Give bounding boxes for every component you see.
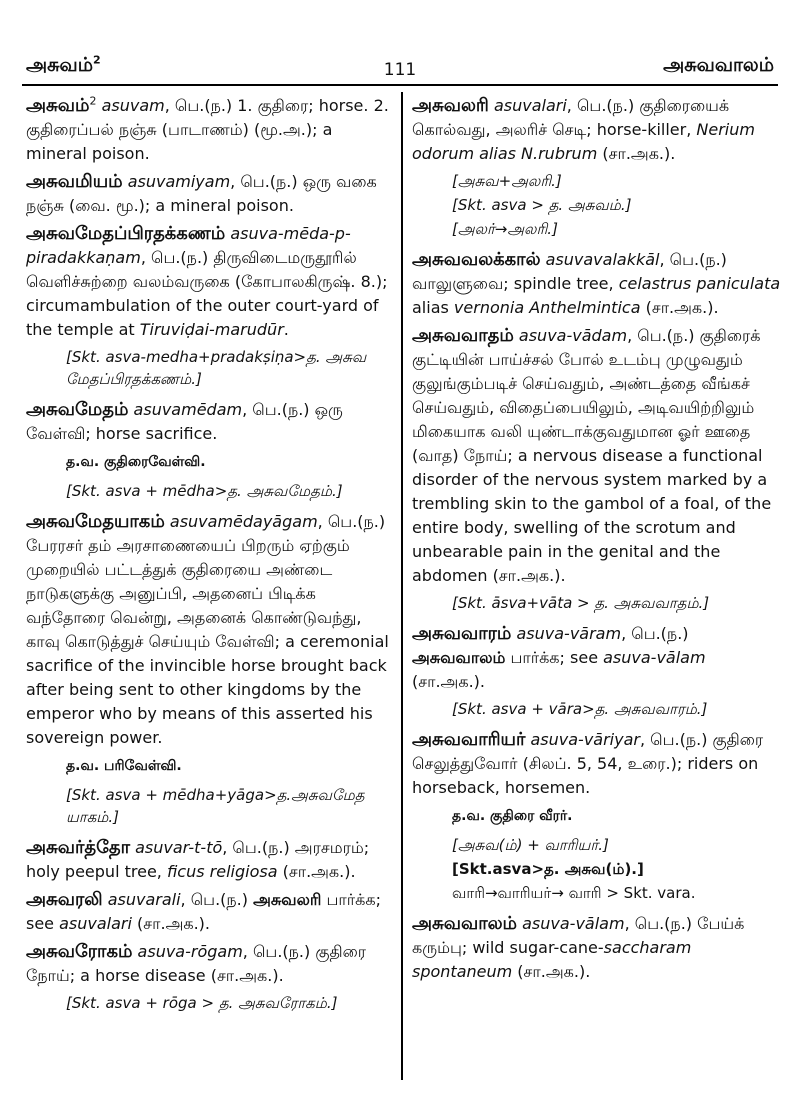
headword: அசுவமேதம்: [26, 399, 129, 420]
headword: அசுவமேதயாகம்: [26, 511, 165, 532]
headword: அசுவவாரம்: [412, 623, 512, 644]
etymology: [Skt. asva-medha+pradakṣiṇa>த. அசுவ மேதப்பிரதக்கணம்.]: [66, 348, 367, 388]
etymology: [Skt. āsva+vāta > த. அசுவவாதம்.]: [452, 594, 710, 612]
etymology: வாரி→வாரியர்→ வாரி > Skt. vara.: [452, 884, 696, 902]
left-column: [26, 90, 392, 1100]
headword: அசுவமேதப்பிரதக்கணம்: [26, 223, 226, 244]
etymology: [Skt. asva + vāra>த. அசுவவாரம்.]: [452, 700, 708, 718]
cross-reference: அசுவவாலம்: [412, 648, 506, 667]
headword: அசுவம்: [26, 95, 90, 116]
tamil-equivalent: த.வ. குதிரைவேள்வி.: [66, 454, 206, 470]
page-number: 111: [383, 60, 417, 80]
entry-asuvavaram: அசுவவாரம் asuva-vāram, பெ.(ந.) அசுவவாலம் பார்க்க; see asuva-vālam (சா.அக.).: [412, 623, 706, 691]
etymology: [Skt. asva > த. அசுவம்.]: [452, 196, 632, 214]
entry-asuvavadam: அசுவவாதம் asuva-vādam, பெ.(ந.) குதிரைக் குட்டியின் பாய்ச்சல் போல் உடம்பு முழுவதும் குலுங்கும்படிச் செய்வதும், அண்டத்தை வீங்கச் செய்வதும், விதைப்பையிலும், அடிவயிற்றிலும் மிகையாக வலி யுண்டாக்குவதுமான ஓர் ஊதை (வாத) நோய்; a nervous disease a functional disorder of the nervous system marked by a trembling skin to the gambol of a foal, of the entire body, swelling of the scrotum and unbearable pain in the genital and the abdomen (சா.அக.).: [412, 325, 772, 585]
entry-asuvam: அசுவம்$^2$ asuvam, பெ.(ந.) 1. குதிரை; horse. 2. குதிரைப்பல் நஞ்சு (பாடாணம்) (மூ.அ.); a mineral poison.: [26, 94, 389, 163]
headword: அசுவரோகம்: [26, 941, 133, 962]
headword: அசுவமியம்: [26, 171, 123, 192]
column-divider: [401, 92, 403, 1080]
headword: அசுவவாதம்: [412, 325, 514, 346]
header-left-guideword: அசுவம்$^2$: [26, 53, 101, 76]
headword: அசுவவலக்கால்: [412, 249, 541, 270]
etymology: [Skt. asva + rōga > த. அசுவரோகம்.]: [66, 994, 338, 1012]
headword: அசுவலரி: [412, 95, 489, 116]
header-right-guideword: அசுவவாலம்: [663, 54, 774, 76]
tamil-equivalent: த.வ. பரிவேள்வி.: [66, 758, 182, 774]
etymology: [Skt. asva + mēdha>த. அசுவமேதம்.]: [66, 482, 343, 500]
entry-asuvamedam: அசுவமேதம் asuvamēdam, பெ.(ந.) ஒரு வேள்வி; horse sacrifice.: [26, 399, 343, 443]
right-column: [412, 90, 782, 1100]
etymology: [அசுவ(ம்) + வாரியர்.]: [452, 836, 609, 854]
etymology: [Skt.asva>த. அசுவ(ம்).]: [452, 860, 644, 878]
entry-asuvartto: அசுவர்த்தோ asuvar-t-tō, பெ.(ந.) அரசமரம்; holy peepul tree, ficus religiosa (சா.அக.).: [26, 837, 370, 881]
entry-asuvavalam: அசுவவாலம் asuva-vālam, பெ.(ந.) பேய்க் கரும்பு; wild sugar-cane-saccharam spontaneum (சா.அக.).: [412, 913, 745, 981]
entry-asuvarali: அசுவரலி asuvarali, பெ.(ந.) அசுவலரி பார்க்க; see asuvalari (சா.அக.).: [26, 889, 381, 933]
cross-reference: அசுவலரி: [253, 890, 322, 909]
entry-asuvamedayagam: அசுவமேதயாகம் asuvamēdayāgam, பெ.(ந.) பேரரசர் தம் அரசாணையைப் பிறரும் ஏற்கும் முறையில் பட்டத்துக் குதிரையை அண்டை நாடுகளுக்கு அனுப்பி, அதனைப் பிடிக்க வந்தோரை வென்று, அதனைக் கொண்டுவந்து, காவு கொடுத்துச் செய்யும் வேள்வி; a ceremonial sacrifice of the invincible horse brought back after being sent to other kingdoms by the emperor who by means of this asserted his sovereign power.: [26, 511, 389, 747]
page-header: [22, 46, 778, 86]
entry-asuvalari: அசுவலரி asuvalari, பெ.(ந.) குதிரையைக் கொல்வது, அலரிச் செடி; horse-killer, Nerium odorum alias N.rubrum (சா.அக.).: [412, 95, 755, 163]
headword: அசுவவாரியர்: [412, 729, 526, 750]
tamil-equivalent: த.வ. குதிரை வீரர்.: [452, 808, 573, 824]
headword: அசுவவாலம்: [412, 913, 518, 934]
entry-asuvavariyar: அசுவவாரியர் asuva-vāriyar, பெ.(ந.) குதிரை செலுத்துவோர் (சிலப். 5, 54, உரை.); riders on horseback, horsemen.: [412, 729, 764, 797]
entry-asuvarogam: அசுவரோகம் asuva-rōgam, பெ.(ந.) குதிரை நோய்; a horse disease (சா.அக.).: [26, 941, 366, 985]
etymology: [அசுவ+அலரி.]: [452, 172, 562, 190]
entry-asuvavalakkal: அசுவவலக்கால் asuvavalakkāl, பெ.(ந.) வாலுளுவை; spindle tree, celastrus paniculata alias vernonia Anthelmintica (சா.அக.).: [412, 249, 781, 317]
entry-asuvameda-piradakkanam: அசுவமேதப்பிரதக்கணம் asuva-mēda-p-piradakkaṇam, பெ.(ந.) திருவிடைமருதூரில் வெளிச்சுற்றை வலம்வருகை (கோபாலகிருஷ். 8.); circumambulation of the outer court-yard of the temple at Tiruviḍai-marudūr.: [26, 223, 388, 339]
entry-asuvamiyam: அசுவமியம் asuvamiyam, பெ.(ந.) ஒரு வகை நஞ்சு (வை. மூ.); a mineral poison.: [26, 171, 377, 215]
headword: அசுவர்த்தோ: [26, 837, 131, 858]
headword: அசுவரலி: [26, 889, 103, 910]
etymology: [அலர்→அலரி.]: [452, 220, 558, 238]
etymology: [Skt. asva + mēdha+yāga>த.அசுவமேத யாகம்.]: [66, 786, 365, 826]
